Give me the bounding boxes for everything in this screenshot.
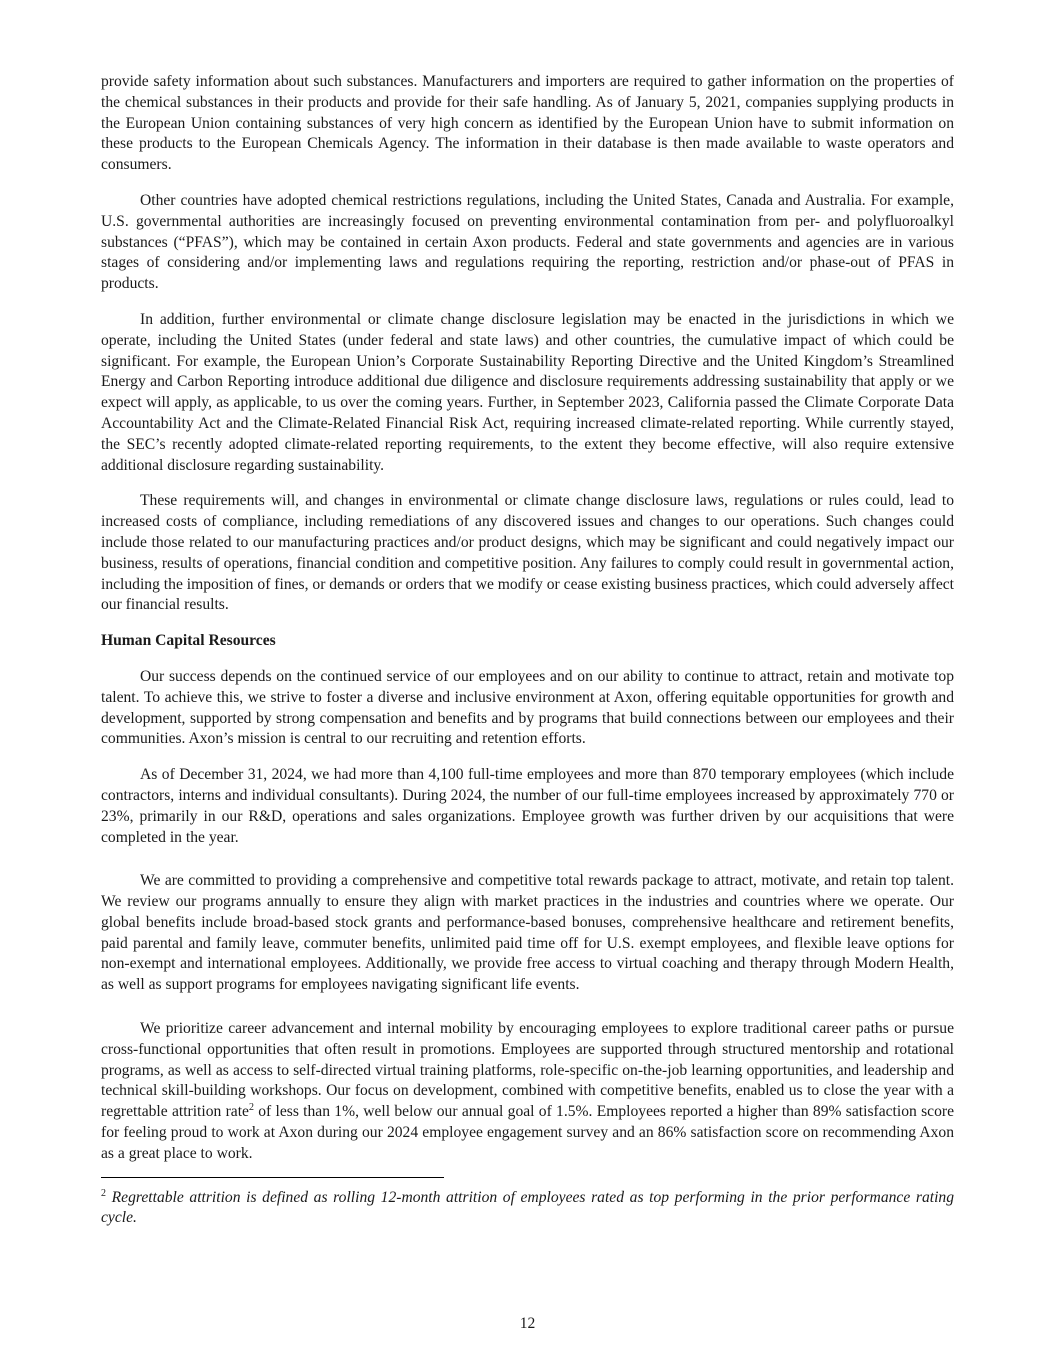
paragraph-employee-count: As of December 31, 2024, we had more than 4,100 full-time employees and more than 870 temporary employees (which include contractors, interns and individual consultants). During 2024, the number of our full-time employees increased by approximately 770 or 23%, primarily in our R&D, operations and sales organizations. Employee growth was further driven by our acquisitions that were completed in the year. [101,766,954,846]
document-page [101,72,954,1229]
page-number: 12 [519,1315,536,1332]
footnote-marker: 2 [101,1187,106,1199]
footnote [101,1188,954,1230]
paragraph-compliance-costs: These requirements will, and changes in environmental or climate change disclosure laws, regulations or rules could, lead to increased costs of compliance, including remediations of any discovered issues and changes to our operations. Such changes could include those related to our manufacturing practices and/or product designs, which may be significant and could negatively impact our business, results of operations, financial condition and competitive position. Any failures to comply could result in governmental action, including the imposition of fines, or demands or orders that we modify or cease existing business practices, which could adversely affect our financial results. [101,492,954,614]
paragraph-employee-success: Our success depends on the continued service of our employees and on our ability to continue to attract, retain and motivate top talent. To achieve this, we strive to foster a diverse and inclusive environment at Axon, offering equitable opportunities for growth and development, supported by strong compensation and benefits and by programs that build connections between our employees and their communities. Axon’s mission is central to our recruiting and retention efforts. [101,667,954,748]
footnote-text: Regrettable attrition is defined as rolling 12-month attrition of employees rated as top performing in the prior performance rating cycle. [101,1188,954,1227]
section-heading-human-capital: Human Capital Resources [101,632,276,650]
footnote-reference: 2 [248,1102,254,1114]
paragraph-climate-disclosure: In addition, further environmental or climate change disclosure legislation may be enacted in the jurisdictions in which we operate, including the United States (under federal and state laws) and other countries, the cumulative impact of which could be significant. For example, the European Union’s Corporate Sustainability Reporting Directive and the United Kingdom’s Streamlined Energy and Carbon Reporting introduce additional due diligence and disclosure requirements addressing sustainability that apply or we expect will apply, as applicable, to us over the coming years. Further, in September 2023, California passed the Climate Corporate Data Accountability Act and the Climate-Related Financial Risk Act, requiring increased climate-related reporting. While currently stayed, the SEC’s recently adopted climate-related reporting requirements, to the extent they become effective, will also require extensive additional disclosure regarding sustainability. [101,310,954,474]
paragraph-career-advancement [101,1019,954,1165]
career-text-end: of less than 1%, well below our annual goal of 1.5%. Employees reported a higher than 89% satisfaction score for feeling proud to work at Axon during our 2024 employee engagement survey and an 86% satisfaction score on recommending Axon as a great place to work. [101,1103,954,1162]
paragraph-pfas: Other countries have adopted chemical restrictions regulations, including the United States, Canada and Australia. For example, U.S. governmental authorities are increasingly focused on preventing environmental contamination from per- and polyfluoroalkyl substances (“PFAS”), which may be contained in certain Axon products. Federal and state governments and agencies are in various stages of considering and/or implementing laws and regulations requiring the reporting, restriction and/or phase-out of PFAS in products. [101,191,954,293]
paragraph-total-rewards: We are committed to providing a comprehensive and competitive total rewards package to attract, motivate, and retain top talent. We review our programs annually to ensure they align with market practices in the industries and countries where we operate. Our global benefits include broad-based stock grants and performance-based bonuses, comprehensive healthcare and retirement benefits, paid parental and family leave, commuter benefits, unlimited paid time off for U.S. exempt employees, and flexible leave options for non-exempt and international employees. Additionally, we provide free access to virtual coaching and therapy through Modern Health, as well as support programs for employees navigating significant life events. [101,872,954,994]
paragraph-reach-info: provide safety information about such substances. Manufacturers and importers are required to gather information on the properties of the chemical substances in their products and provide for their safe handling. As of January 5, 2021, companies supplying products in the European Union containing substances of very high concern as identified by the European Union have to submit information on these products to the European Chemicals Agency. The information in their database is then made available to waste operators and consumers. [101,73,954,174]
career-text-start: We prioritize career advancement and internal mobility by encouraging employees to explore traditional career paths or pursue cross-functional opportunities that often result in promotions. Employees are supported through structured mentorship and rotational programs, as well as access to self-directed virtual training platforms, role-specific on-the-job learning opportunities, and leadership and technical skill-building workshops. Our focus on development, combined with competitive benefits, enabled us to close the year with a regrettable attrition rate [101,1020,954,1121]
footnote-divider [101,1177,444,1178]
